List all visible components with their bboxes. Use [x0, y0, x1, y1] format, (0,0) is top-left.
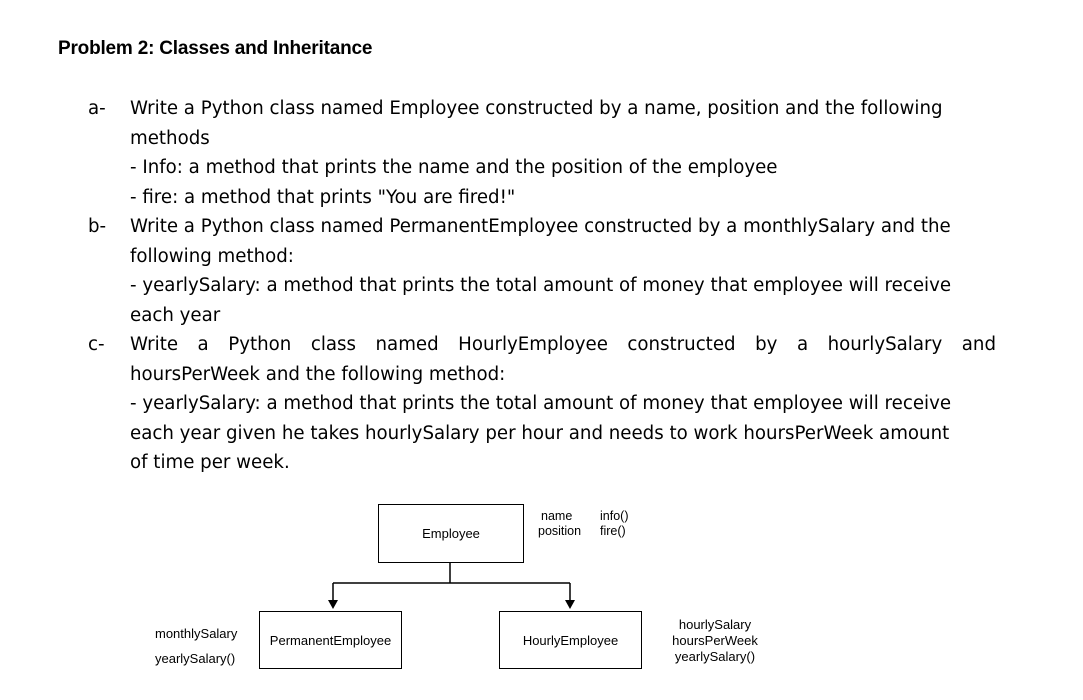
problem-title: Problem 2: Classes and Inheritance — [58, 38, 373, 59]
item-c-line-3: - yearlySalary: a method that prints the total amount of money that employee will receive — [130, 393, 952, 414]
hourly-employee-attr-hours-per-week: hoursPerWeek — [672, 633, 758, 648]
item-a-line-4: - fire: a method that prints "You are fired!" — [130, 186, 516, 208]
item-b-line-2: following method: — [130, 245, 294, 267]
item-a-line-3: - Info: a method that prints the name and the position of the employee — [130, 157, 778, 178]
hourly-employee-class-name: HourlyEmployee — [522, 632, 619, 648]
item-a-line-1: Write a Python class named Employee constructed by a name, position and the following — [130, 98, 943, 119]
hourly-employee-members — [665, 617, 765, 665]
item-c-line-1: Write a Python class named HourlyEmployee constructed by a hourlySalary and — [130, 334, 996, 355]
hourly-employee-method-yearly-salary: yearlySalary() — [674, 649, 756, 664]
employee-methods — [600, 509, 628, 539]
item-a-line-2: methods — [130, 127, 210, 149]
employee-method-info: info() — [600, 509, 629, 523]
arrowhead-left — [328, 600, 338, 609]
employee-attributes — [538, 509, 581, 539]
hourly-employee-attr-hourly-salary: hourlySalary — [678, 617, 752, 632]
employee-attr-position: position — [538, 524, 582, 538]
permanent-employee-class-name: PermanentEmployee — [269, 632, 392, 648]
item-b-marker: b- — [88, 216, 107, 237]
item-b-line-3: - yearlySalary: a method that prints the total amount of money that employee will receive — [130, 275, 952, 296]
item-b-line-1: Write a Python class named PermanentEmployee constructed by a monthlySalary and the — [130, 216, 951, 237]
item-c-line-5: of time per week. — [130, 452, 290, 473]
item-c-line-2: hoursPerWeek and the following method: — [130, 363, 506, 385]
employee-class-name: Employee — [422, 526, 480, 541]
employee-attr-name: name — [541, 509, 573, 523]
permanent-employee-attribute: monthlySalary — [155, 626, 238, 641]
hourly-employee-class-box — [499, 611, 642, 669]
employee-method-fire: fire() — [600, 524, 626, 538]
item-a-marker: a- — [88, 98, 106, 119]
item-b-line-4: each year — [130, 304, 221, 326]
permanent-employee-class-box — [259, 611, 402, 669]
arrowhead-right — [565, 600, 575, 609]
permanent-employee-method: yearlySalary() — [155, 651, 236, 666]
item-c-line-4: each year given he takes hourlySalary per hour and needs to work hoursPerWeek amount — [130, 422, 950, 444]
item-c-marker: c- — [88, 334, 105, 355]
employee-class-box — [378, 504, 524, 563]
